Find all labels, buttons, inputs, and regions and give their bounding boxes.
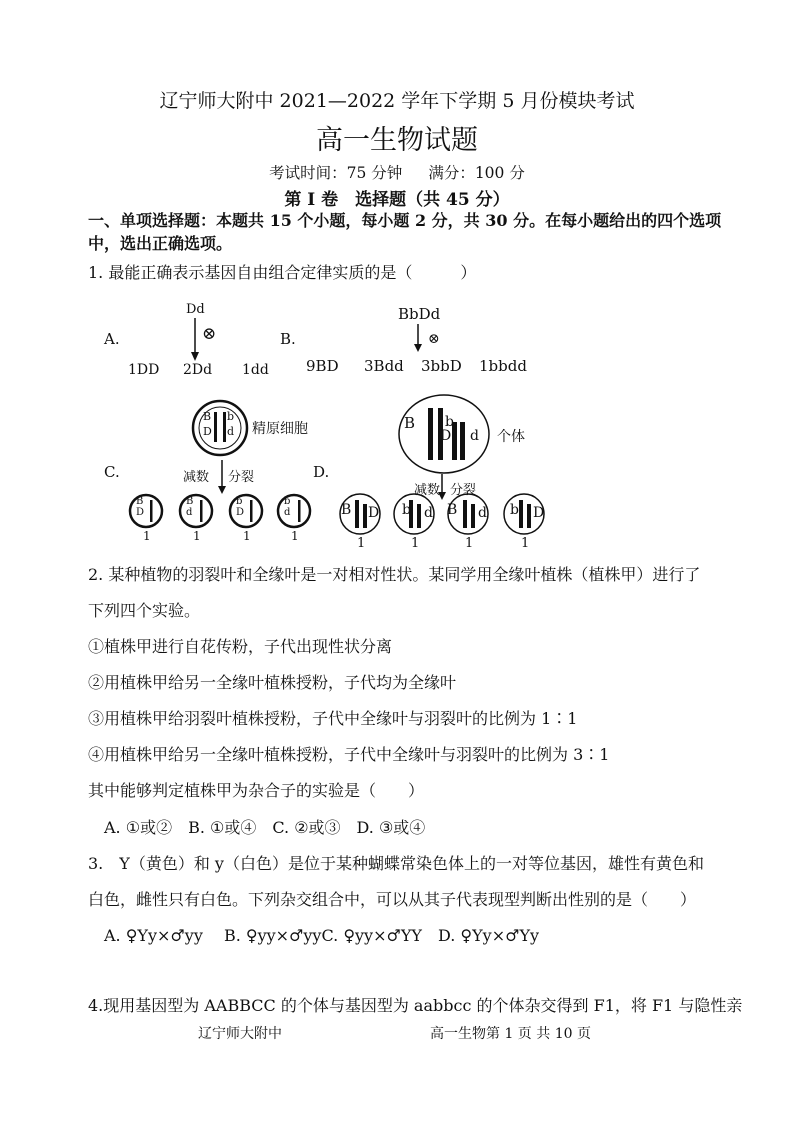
q1-c-ratio-3: 1 xyxy=(243,529,251,543)
q2-exp-1: ①植株甲进行自花传粉，子代出现性状分离 xyxy=(88,637,393,656)
q1-b-offspring-1: 9BD xyxy=(306,357,339,375)
q1-c-ratio-4: 1 xyxy=(291,529,299,543)
q1-d-gamete-4-a: b xyxy=(510,502,519,518)
q2-line-1: 2. 某种植物的羽裂叶和全缘叶是一对相对性状。某同学用全缘叶植株（植株甲）进行了 xyxy=(88,565,701,584)
q4-line-1: 4.现用基因型为 AABBCC 的个体与基因型为 aabbcc 的个体杂交得到 F1，将 F1 与隐性亲 xyxy=(88,996,743,1015)
q1-c-ratio-2: 1 xyxy=(193,529,201,543)
q1-a-arrow-icon xyxy=(180,318,210,362)
q1-c-gene-d-lower: d xyxy=(227,425,235,438)
q1-d-cell-label: 个体 xyxy=(497,429,525,445)
q1-c-gene-b-lower: b xyxy=(227,410,235,423)
q3-line-1: 3. Y（黄色）和 y（白色）是位于某种蝴蝶常染色体上的一对等位基因，雄性有黄色和 xyxy=(88,854,704,873)
q2-question: 其中能够判定植株甲为杂合子的实验是（ ） xyxy=(88,781,425,800)
q1-d-gamete-3-b: d xyxy=(478,505,487,521)
q1-c-gene-d-upper: D xyxy=(203,425,212,438)
section-title: 第 Ⅰ 卷 选择题（共 45 分） xyxy=(284,190,510,210)
q2-exp-3: ③用植株甲给羽裂叶植株授粉，子代中全缘叶与羽裂叶的比例为 1∶1 xyxy=(88,709,578,728)
instructions-line-1: 一、单项选择题：本题共 15 个小题，每小题 2 分，共 30 分。在每小题给出的四个选项 xyxy=(88,211,722,230)
q3-line-2: 白色，雌性只有白色。下列杂交组合中，可以从其子代表现型判断出性别的是（ ） xyxy=(88,890,697,909)
q1-b-arrow-icon xyxy=(410,324,430,354)
q2-line-2: 下列四个实验。 xyxy=(88,601,201,620)
q1-a-offspring-3: 1dd xyxy=(242,362,269,378)
footer-page: 高一生物第 1 页 共 10 页 xyxy=(430,1026,591,1042)
q2-exp-4: ④用植株甲给另一全缘叶植株授粉，子代中全缘叶与羽裂叶的比例为 3∶1 xyxy=(88,745,610,764)
q1-d-ratio-2: 1 xyxy=(411,536,420,551)
q1-d-gene-b-lower: b xyxy=(445,414,454,430)
footer-school: 辽宁师大附中 xyxy=(198,1026,282,1042)
gene: b xyxy=(236,496,243,507)
q1-c-process-1: 减数 xyxy=(183,470,210,485)
q1-d-gamete-3-a: B xyxy=(447,502,458,518)
q1-c-ratio-1: 1 xyxy=(143,529,151,543)
q1-a-offspring-1: 1DD xyxy=(128,362,160,378)
q1-c-gamete-2 xyxy=(186,496,193,518)
q2-exp-2: ②用植株甲给另一全缘叶植株授粉，子代均为全缘叶 xyxy=(88,673,457,692)
full-score: 满分：100 分 xyxy=(428,164,525,182)
q1-d-gamete-1-a: B xyxy=(341,502,352,518)
q1-c-gene-b-upper: B xyxy=(203,410,212,423)
q1-option-d-label: D. xyxy=(313,463,330,481)
q1-option-b-label: B. xyxy=(280,330,296,348)
q1-d-ratio-4: 1 xyxy=(521,536,530,551)
school-title: 辽宁师大附中 2021—2022 学年下学期 5 月份模块考试 xyxy=(159,90,635,112)
q1-c-gamete-1 xyxy=(136,496,144,518)
gene: B xyxy=(136,496,144,507)
q1-c-process-2: 分裂 xyxy=(228,470,255,485)
q1-d-gamete-4-b: D xyxy=(533,505,545,521)
gene: D xyxy=(136,507,145,518)
q1-d-gene-d-lower: d xyxy=(470,428,479,444)
gene: B xyxy=(186,496,194,507)
q1-c-cell-label: 精原细胞 xyxy=(252,421,308,437)
q1-option-c-label: C. xyxy=(104,463,120,481)
q1-d-gamete-1-b: D xyxy=(368,505,380,521)
q1-d-gamete-2-a: b xyxy=(402,502,411,518)
gene: b xyxy=(284,496,291,507)
q1-d-ratio-3: 1 xyxy=(465,536,474,551)
q2-options: A. ①或② B. ①或④ C. ②或③ D. ③或④ xyxy=(104,818,426,837)
q1-b-offspring-2: 3Bdd xyxy=(364,357,404,375)
q1-c-gamete-3 xyxy=(236,496,244,518)
gene: d xyxy=(186,507,193,518)
q1-d-gene-d-upper: D xyxy=(440,428,452,444)
q1-b-parent: BbDd xyxy=(398,305,441,323)
q1-a-offspring-2: 2Dd xyxy=(183,362,213,378)
gene: D xyxy=(236,507,245,518)
gene: d xyxy=(284,507,291,518)
q1-d-gamete-2-b: d xyxy=(424,505,433,521)
exam-time: 考试时间：75 分钟 xyxy=(269,164,403,182)
instructions-line-2: 中，选出正确选项。 xyxy=(88,234,233,253)
q1-c-parent-cell xyxy=(190,398,252,458)
selfing-symbol-icon: ⊗ xyxy=(428,331,440,347)
q1-d-ratio-1: 1 xyxy=(357,536,366,551)
q1-a-parent: Dd xyxy=(186,302,205,317)
q1-d-process-1: 减数 xyxy=(414,483,441,498)
exam-info xyxy=(0,161,794,183)
q1-c-gamete-4 xyxy=(284,496,290,518)
q3-options: A. ♀Yy×♂yy B. ♀yy×♂yyC. ♀yy×♂YY D. ♀Yy×♂Yy xyxy=(104,926,540,945)
q1-stem: 1. 最能正确表示基因自由组合定律实质的是（ ） xyxy=(88,263,477,282)
q1-b-offspring-4: 1bbdd xyxy=(479,357,527,375)
q1-b-offspring-3: 3bbD xyxy=(421,357,462,375)
selfing-symbol-icon: ⊗ xyxy=(202,324,217,344)
paper-title: 高一生物试题 xyxy=(316,125,478,156)
q1-option-a-label: A. xyxy=(104,330,120,348)
q1-d-process-2: 分裂 xyxy=(450,483,477,498)
q1-d-gene-b-upper: B xyxy=(404,414,416,432)
